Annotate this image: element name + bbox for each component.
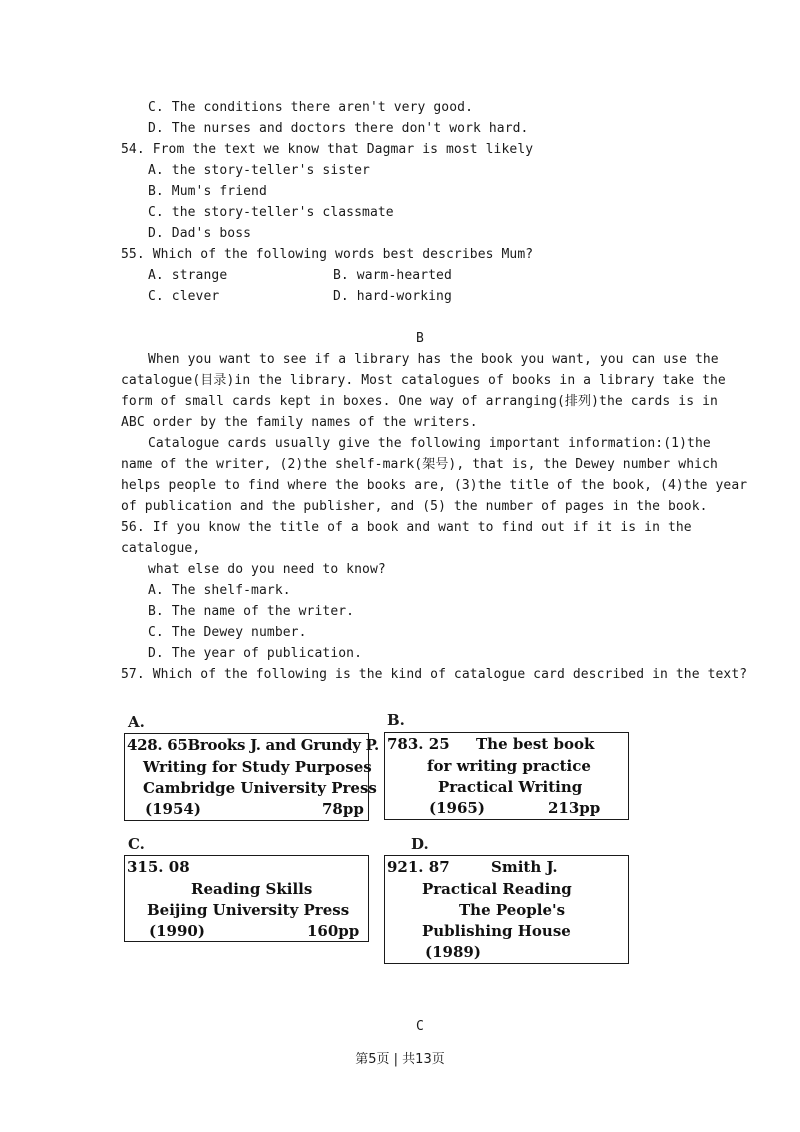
- card-a-year: (1954): [145, 800, 201, 818]
- q54-stem: 54. From the text we know that Dagmar is most likely: [121, 142, 534, 157]
- q55-option-c: C. clever: [148, 289, 220, 304]
- q53-option-d: D. The nurses and doctors there don't work hard.: [148, 121, 529, 136]
- card-b-pages: 213pp: [548, 799, 601, 817]
- card-b-line-1-title: The best book: [476, 735, 595, 753]
- card-b-year: (1965): [429, 799, 485, 817]
- catalogue-card-b: [384, 732, 629, 820]
- q53-option-c: C. The conditions there aren't very good.: [148, 100, 473, 115]
- card-c-publisher: Beijing University Press: [147, 901, 350, 919]
- q54-option-d: D. Dad's boss: [148, 226, 252, 241]
- q54-option-b: B. Mum's friend: [148, 184, 267, 199]
- card-a-title: Writing for Study Purposes: [143, 758, 372, 776]
- card-b-title: Practical Writing: [438, 778, 583, 796]
- card-c-pages: 160pp: [307, 922, 360, 940]
- card-a-line-1: 428. 65Brooks J. and Grundy P.: [127, 736, 379, 754]
- q55-option-d: D. hard-working: [333, 289, 452, 304]
- q54-option-c: C. the story-teller's classmate: [148, 205, 394, 220]
- card-b-line-2: for writing practice: [427, 757, 591, 775]
- section-c-heading: C: [416, 1019, 424, 1034]
- section-b-paragraph-1-line-3: form of small cards kept in boxes. One way of arranging(排列)the cards is in: [121, 394, 718, 409]
- q55-stem: 55. Which of the following words best describes Mum?: [121, 247, 534, 262]
- card-d-shelf-mark: 921. 87: [387, 858, 450, 876]
- card-c-year: (1990): [149, 922, 205, 940]
- catalogue-card-d: [384, 855, 629, 964]
- section-b-paragraph-2-line-1: Catalogue cards usually give the following important information:(1)the: [148, 436, 711, 451]
- card-d-author: Smith J.: [491, 858, 558, 876]
- q56-stem-line-1: 56. If you know the title of a book and want to find out if it is in the: [121, 520, 692, 535]
- q56-stem-line-2: catalogue,: [121, 541, 201, 556]
- card-d-publisher-line-2: Publishing House: [422, 922, 571, 940]
- card-d-title: Practical Reading: [422, 880, 572, 898]
- card-b-shelf-mark: 783. 25: [387, 735, 450, 753]
- q57-stem: 57. Which of the following is the kind of catalogue card described in the text?: [121, 667, 748, 682]
- section-b-paragraph-2-line-2: name of the writer, (2)the shelf-mark(架号), that is, the Dewey number which: [121, 457, 718, 472]
- card-b-label: B.: [387, 711, 405, 729]
- q56-option-a: A. The shelf-mark.: [148, 583, 291, 598]
- catalogue-card-a: [124, 733, 379, 821]
- catalogue-card-c: [124, 855, 369, 942]
- card-d-publisher-line-1: The People's: [459, 901, 566, 919]
- card-c-shelf-mark: 315. 08: [127, 858, 190, 876]
- q56-option-c: C. The Dewey number.: [148, 625, 307, 640]
- q55-option-a: A. strange: [148, 268, 228, 283]
- card-a-publisher: Cambridge University Press: [143, 779, 377, 797]
- card-a-label: A.: [128, 713, 145, 731]
- section-b-paragraph-1-line-1: When you want to see if a library has the book you want, you can use the: [148, 352, 719, 367]
- card-c-title: Reading Skills: [191, 880, 313, 898]
- q56-option-d: D. The year of publication.: [148, 646, 363, 661]
- section-b-paragraph-2-line-4: of publication and the publisher, and (5) the number of pages in the book.: [121, 499, 708, 514]
- page-footer: 第5页 | 共13页: [355, 1052, 445, 1067]
- card-a-pages: 78pp: [322, 800, 364, 818]
- q56-option-b: B. The name of the writer.: [148, 604, 355, 619]
- section-b-paragraph-2-line-3: helps people to find where the books are, (3)the title of the book, (4)the year: [121, 478, 748, 493]
- section-b-paragraph-1-line-4: ABC order by the family names of the writers.: [121, 415, 478, 430]
- q56-stem-line-3: what else do you need to know?: [148, 562, 386, 577]
- card-d-year: (1989): [425, 943, 481, 961]
- q54-option-a: A. the story-teller's sister: [148, 163, 370, 178]
- q55-option-b: B. warm-hearted: [333, 268, 452, 283]
- card-c-label: C.: [128, 835, 145, 853]
- card-d-label: D.: [411, 835, 429, 853]
- section-b-paragraph-1-line-2: catalogue(目录)in the library. Most catalogues of books in a library take the: [121, 373, 726, 388]
- section-b-heading: B: [416, 331, 424, 346]
